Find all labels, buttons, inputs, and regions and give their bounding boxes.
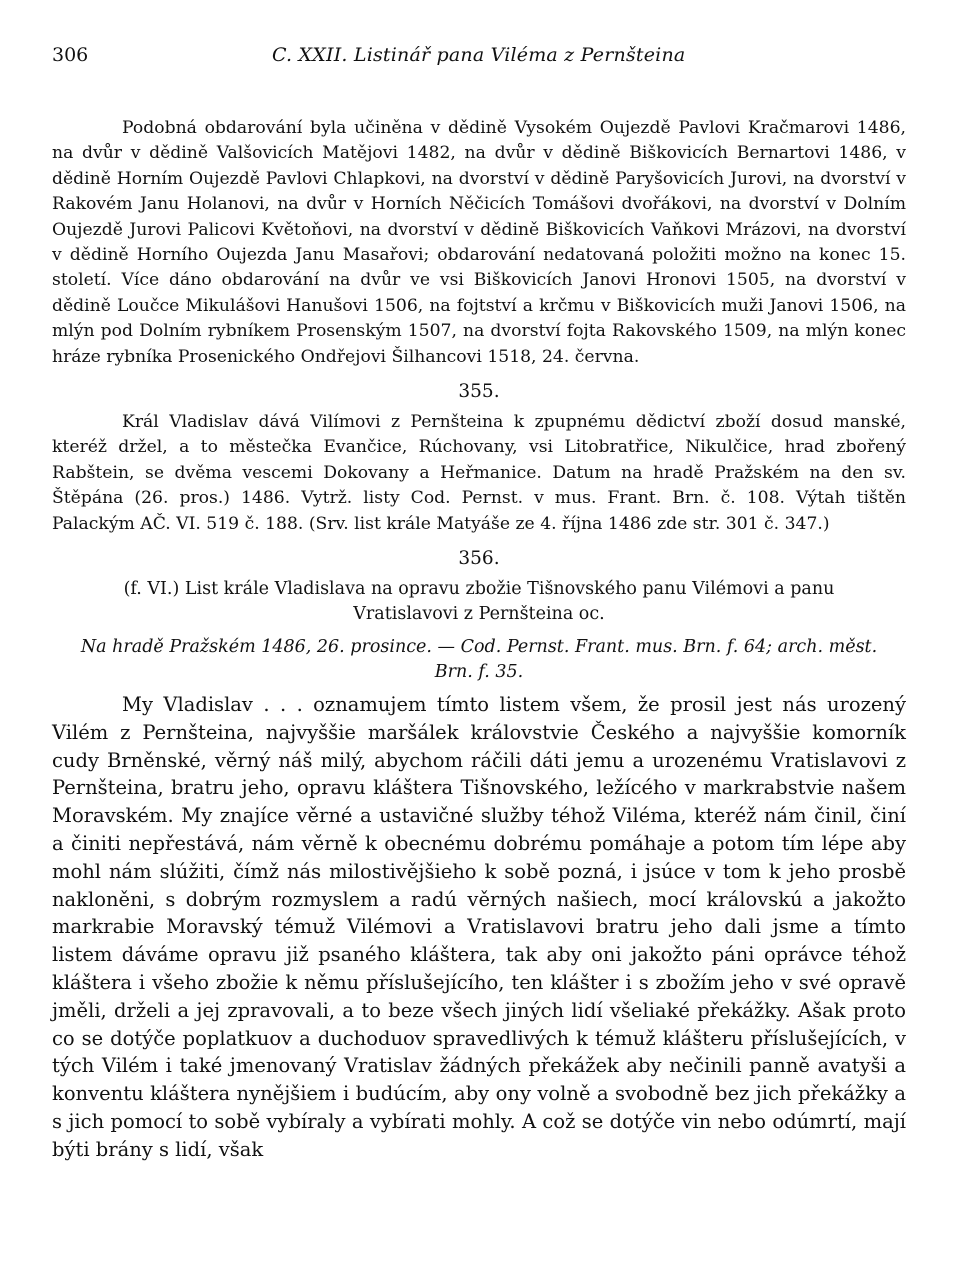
running-title: C. XXII. Listinář pana Viléma z Pernšteina (272, 44, 686, 66)
entry-number-355: 355. (458, 381, 500, 403)
page-number: 306 (52, 44, 89, 66)
intro-paragraph: Podobná obdarování byla učiněna v dědině Vysokém Oujezdě Pavlovi Kračmarovi 1486, na dvůr v dědině Valšovicích Matějovi 1482, na dvůr v dědině Biškovicích Bernartovi 1486, v dědině Horním Oujezdě Pavlovi Chlapkovi, na dvorství v dědině Paryšovicích Jurovi, na dvorství v Rakovém Janu Holanovi, na dvůr v Horních Něčicích Tomášovi dvořákovi, na dvorství v Dolním Oujezdě Jurovi Palicovi Květoňovi, na dvorství v dědině Biškovicích Vaňkovi Mrázovi, na dvorství v dědině Horního Oujezda Janu Masařovi; obdarování nedatovaná položiti možno na konec 15. století. Více dáno obdarování na dvůr ve vsi Biškovicích Janovi Hronovi 1505, na dvorství v dědině Loučce Mikulášovi Hanušovi 1506, na fojtství a krčmu v Biškovicích muži Janovi 1506, na mlýn pod Dolním rybníkem Prosenským 1507, na dvorství fojta Rakovského 1509, na mlýn konec hráze rybníka Prosenického Ondřejovi Šilhancovi 1518, 24. června. (52, 118, 906, 367)
entry-356-heading-line2: Vratislavovi z Pernšteina oc. (353, 604, 605, 625)
document-page (52, 44, 906, 1164)
entry-356-body: My Vladislav . . . oznamujem tímto listem všem, že prosil jest nás urozený Vilém z Pernšteina, najvyššie maršálek královstvie Českého a najvyššie komorník cudy Brněnské, věrný náš milý, abychom ráčili dáti jemu a urozenému Vratislavovi z Pernšteina, bratru jeho, opravu kláštera Tišnovského, ležícého v markrabstvie našem Moravském. My znajíce věrné a ustavičné služby téhož Viléma, kteréž nám činil, činí a činiti nepřestává, nám věrně k obecnému dobrému pomáhaje a potom tím lépe aby mohl nám slúžiti, čímž nás milostivějšieho k sobě pozná, i jsúce v tom k jeho prosbě nakloněni, s dobrým rozmyslem a radú věrných našiech, mocí královskú a jakožto markrabie Moravský témuž Vilémovi a Vratislavovi bratru jeho dali jsme a tímto listem dáváme opravu již psaného kláštera, tak aby oni jakožto páni oprávce téhož kláštera i všeho zbožie k němu příslušejícího, ten klášter i s zbožím jeho v své opravě jměli, drželi a jej zpravovali, a to beze všech jiných lidí všeliaké překážky. Ašak proto co se dotýče poplatkuov a duchoduov spravedlivých k témuž klášteru příslušejících, v tých Vilém i také jmenovaný Vratislav žádných překážek aby nečinili panně avatyši a konventu kláštera nynějšiem i budúcím, aby ony volně a svobodně bez jich překážky a s jich pomocí to sobě vybíraly a vybírati mohly. A což se dotýče vin nebo odúmrtí, mají býti brány s lidí, však (52, 693, 906, 1161)
entry-356-source-line2: Brn. f. 35. (434, 662, 524, 683)
running-head (52, 44, 906, 84)
entry-356-heading-line1: (f. VI.) List krále Vladislava na opravu zbožie Tišnovského panu Vilémovi a panu (123, 579, 835, 600)
entry-356-source-line1: Na hradě Pražském 1486, 26. prosince. — Cod. Pernst. Frant. mus. Brn. f. 64; arch. měst. (80, 637, 878, 658)
entry-355-text: Král Vladislav dává Vilímovi z Pernšteina k zpupnému dědictví zboží dosud manské, kteréž držel, a to městečka Evančice, Rúchovany, vsi Litobratřice, Nikulčice, hrad zbořený Rabštein, se dvěma vescemi Dokovany a Heřmanice. Datum na hradě Pražském na den sv. Štěpána (26. pros.) 1486. Vytrž. listy Cod. Pernst. v mus. Frant. Brn. č. 108. Výtah tištěn Palackým AČ. VI. 519 č. 188. (Srv. list krále Matyáše ze 4. října 1486 zde str. 301 č. 347.) (52, 412, 906, 534)
entry-number-356: 356. (458, 548, 500, 570)
